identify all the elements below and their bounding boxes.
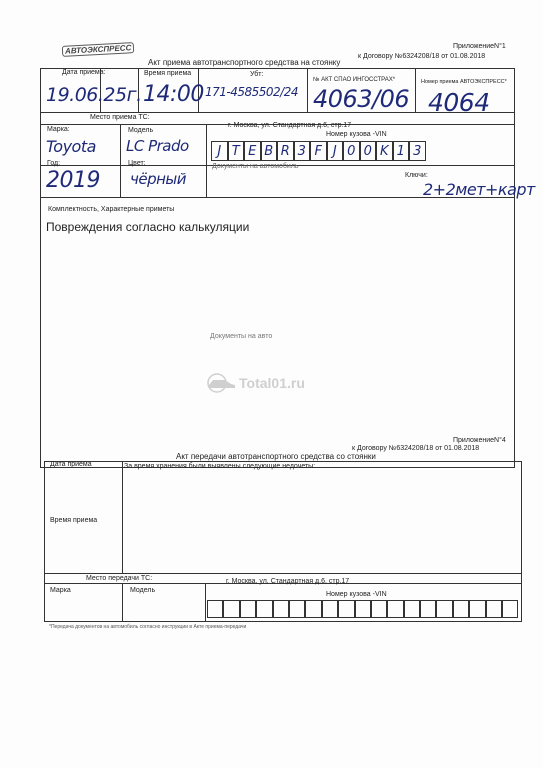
section2-title: Акт передачи автотранспортного средства со стоянки <box>176 452 376 461</box>
vin-cell: 0 <box>360 141 377 161</box>
vin-cell-empty <box>436 600 452 618</box>
year-label: Год: <box>47 160 61 167</box>
place-label: Место приема ТС: <box>90 114 150 121</box>
section1-title: Акт приема автотранспортного средства на стоянку <box>148 58 341 67</box>
keys-value: 2+2мет+карт <box>423 180 535 199</box>
vin-cell: K <box>376 141 393 161</box>
vin-cell-empty <box>273 600 289 618</box>
place-value: г. Москва, ул. Стандартная д.6, стр.17 <box>228 122 352 129</box>
loss-value: 171-4585502/24 <box>205 85 298 99</box>
vin-cell: J <box>327 141 344 161</box>
vin-cell-empty <box>404 600 420 618</box>
vin-cell-empty <box>453 600 469 618</box>
vin-cell: F <box>310 141 327 161</box>
vin-cell-empty <box>486 600 502 618</box>
color-value: чёрный <box>130 170 187 188</box>
vin-cell-empty <box>469 600 485 618</box>
keys-label: Ключи: <box>405 172 428 179</box>
autoexpress-no-value: 4064 <box>428 88 490 117</box>
color-label: Цвет: <box>128 160 146 167</box>
date-value: 19.06.25г. <box>46 84 142 106</box>
date-label: Дата приема: <box>62 69 106 76</box>
vin-cell-empty <box>338 600 354 618</box>
docs-label-2: Документы на авто <box>210 333 273 340</box>
place-label-2: Место передачи ТС: <box>86 575 153 582</box>
vin-cell: 1 <box>393 141 410 161</box>
autoexpress-no-label: Номер приема АВТОЭКСПРЕСС* <box>421 79 507 85</box>
vin-cells-2 <box>207 600 518 618</box>
contract-ref-2: к Договору №6324208/18 от 01.08.2018 <box>352 445 480 452</box>
vin-cell: B <box>261 141 278 161</box>
vin-cells <box>211 141 426 161</box>
vin-cell-empty <box>371 600 387 618</box>
make-label: Марка: <box>47 126 70 133</box>
vin-cell-empty <box>420 600 436 618</box>
vin-label: Номер кузова -VIN <box>326 131 387 138</box>
date-label-2: Дата приема <box>50 461 92 468</box>
vin-cell-empty <box>223 600 239 618</box>
footnote: *Передача документов на автомобиль согласно инструкции в Акте приема-передачи <box>49 624 247 630</box>
vin-cell-empty <box>289 600 305 618</box>
vin-cell-empty <box>387 600 403 618</box>
act-no-label: № АКТ СПАО ИНГОССТРАХ* <box>313 77 396 83</box>
time-label-2: Время приема <box>50 517 98 524</box>
model-label: Модель <box>128 127 154 134</box>
model-label-2: Модель <box>130 587 156 594</box>
completeness-label: Комплектность, Характерные приметы <box>48 206 175 213</box>
section2-form <box>44 461 522 622</box>
time-label: Время приема <box>144 70 192 77</box>
vin-cell: 3 <box>294 141 311 161</box>
vin-cell: R <box>277 141 294 161</box>
place-value-2: г. Москва, ул. Стандартная д.6, стр.17 <box>226 578 350 585</box>
make-value: Toyota <box>46 137 96 156</box>
vin-label-2: Номер кузова -VIN <box>326 591 387 598</box>
act-no-value: 4063/06 <box>313 85 410 113</box>
make-label-2: Марка <box>50 587 71 594</box>
vin-cell: 3 <box>409 141 426 161</box>
vin-cell-empty <box>256 600 272 618</box>
watermark-text: Total01.ru <box>239 375 305 391</box>
autoexpress-logo: АВТОЭКСПРЕСС <box>62 42 135 57</box>
vin-cell-empty <box>305 600 321 618</box>
watermark <box>205 373 305 393</box>
appendix-label-2: ПриложениеN°4 <box>453 437 506 444</box>
vin-cell: 0 <box>343 141 360 161</box>
vin-cell: T <box>228 141 245 161</box>
docs-label: Документы на автомобиль <box>212 163 299 170</box>
vin-cell: E <box>244 141 261 161</box>
vin-cell-empty <box>240 600 256 618</box>
vin-cell-empty <box>322 600 338 618</box>
year-value: 2019 <box>46 168 100 193</box>
car-icon <box>205 373 237 393</box>
vin-cell: J <box>211 141 228 161</box>
loss-label: Убт: <box>250 71 264 78</box>
model-value: LC Prado <box>126 137 189 155</box>
defects-label: За время хранения были выявлены следующие недочеты: <box>124 463 316 470</box>
damage-text: Повреждения согласно калькуляции <box>46 220 250 234</box>
vin-cell-empty <box>207 600 223 618</box>
vin-cell-empty <box>502 600 518 618</box>
vin-cell-empty <box>355 600 371 618</box>
contract-ref-1: к Договору №6324208/18 от 01.08.2018 <box>358 53 486 60</box>
appendix-label-1: ПриложениеN°1 <box>453 43 506 50</box>
time-value: 14:00 <box>143 82 204 107</box>
